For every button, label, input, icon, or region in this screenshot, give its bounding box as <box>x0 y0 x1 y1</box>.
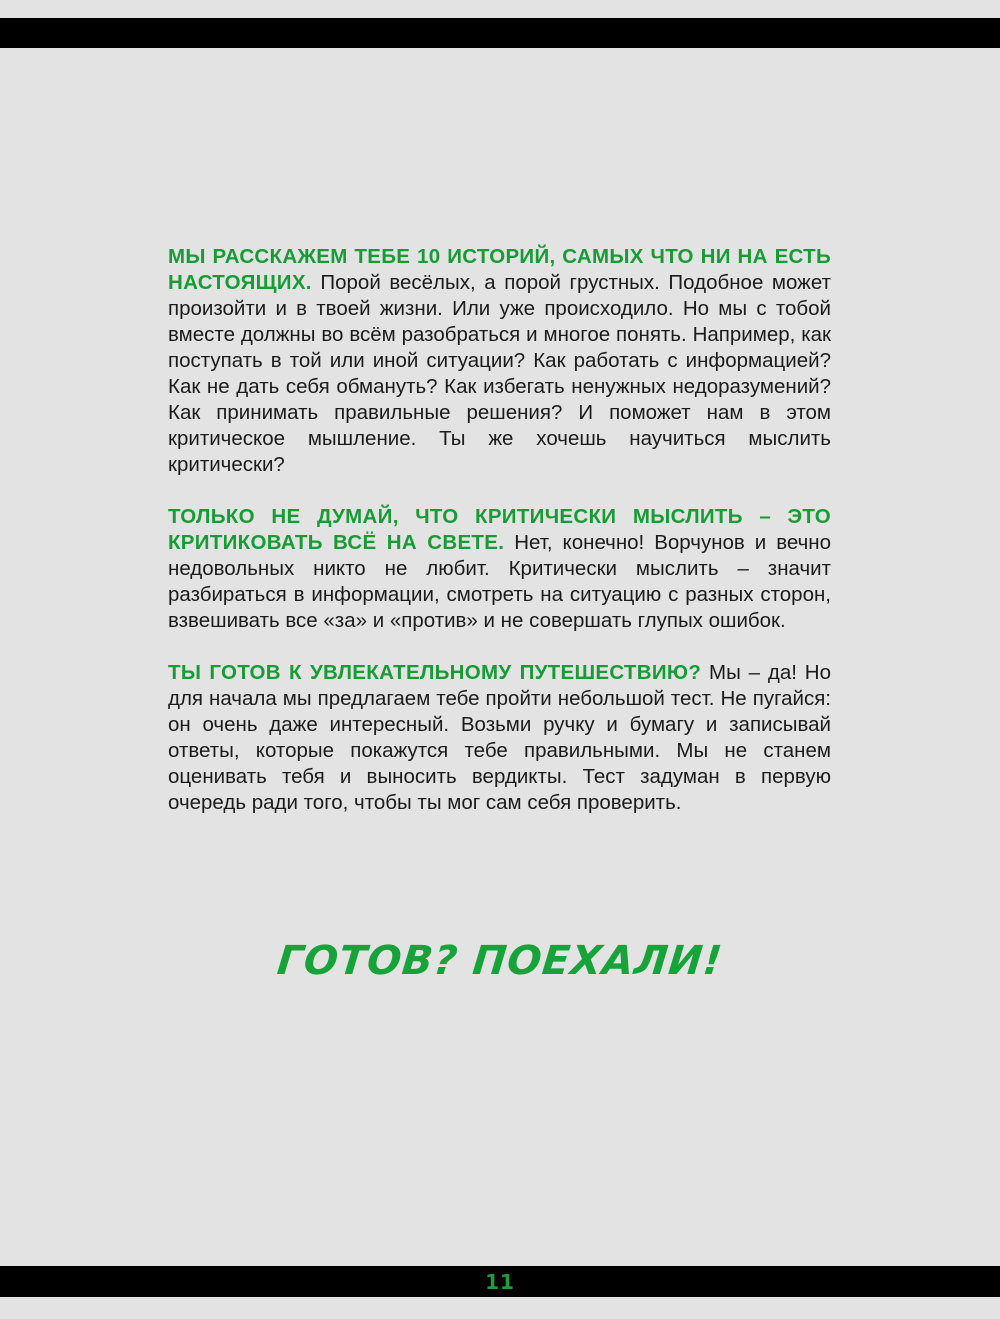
call-to-action-headline: ГОТОВ? ПОЕХАЛИ! <box>275 938 725 984</box>
paragraph-3 <box>168 660 831 816</box>
bottom-black-bar <box>0 1266 1000 1297</box>
paragraph-3-lead: ТЫ ГОТОВ К УВЛЕКАТЕЛЬНОМУ ПУТЕШЕСТВИЮ? <box>168 661 702 684</box>
paragraph-2-lead: ТОЛЬКО НЕ ДУМАЙ, ЧТО КРИТИЧЕСКИ МЫСЛИТЬ – ЭТО КРИТИКОВАТЬ ВСЁ НА СВЕТЕ. <box>168 505 831 554</box>
top-black-bar <box>0 18 1000 48</box>
paragraph-2-body: Нет, конечно! Ворчунов и вечно недовольных никто не любит. Критически мыслить – значит разбираться в информации, смотреть на ситуацию с разных сторон, взвешивать все «за» и «против» и не совершать глупых ошибок. <box>168 531 831 632</box>
paragraph-1-body: Порой весёлых, а порой грустных. Подобное может произойти и в твоей жизни. Или уже происходило. Но мы с тобой вместе должны во всём разобраться и многое понять. Например, как поступать в той или иной ситуации? Как работать с информацией? Как не дать себя обмануть? Как избегать ненужных недоразумений? Как принимать правильные решения? И поможет нам в этом критическое мышление. Ты же хочешь научиться мыслить критически? <box>168 271 831 476</box>
paragraph-3-body: Мы – да! Но для начала мы предлагаем тебе пройти небольшой тест. Не пугайся: он очень даже интересный. Возьми ручку и бумагу и записывай ответы, которые покажутся тебе правильными. Мы не станем оценивать тебя и выносить вердикты. Тест задуман в первую очередь ради того, чтобы ты мог сам себя проверить. <box>168 661 831 814</box>
paragraph-1-lead: МЫ РАССКАЖЕМ ТЕБЕ 10 ИСТОРИЙ, САМЫХ ЧТО НИ НА ЕСТЬ НАСТОЯЩИХ. <box>168 245 831 294</box>
page-number: 11 <box>485 1269 515 1294</box>
paragraph-2 <box>168 504 831 634</box>
main-text <box>168 244 831 842</box>
paragraph-1 <box>168 244 831 478</box>
